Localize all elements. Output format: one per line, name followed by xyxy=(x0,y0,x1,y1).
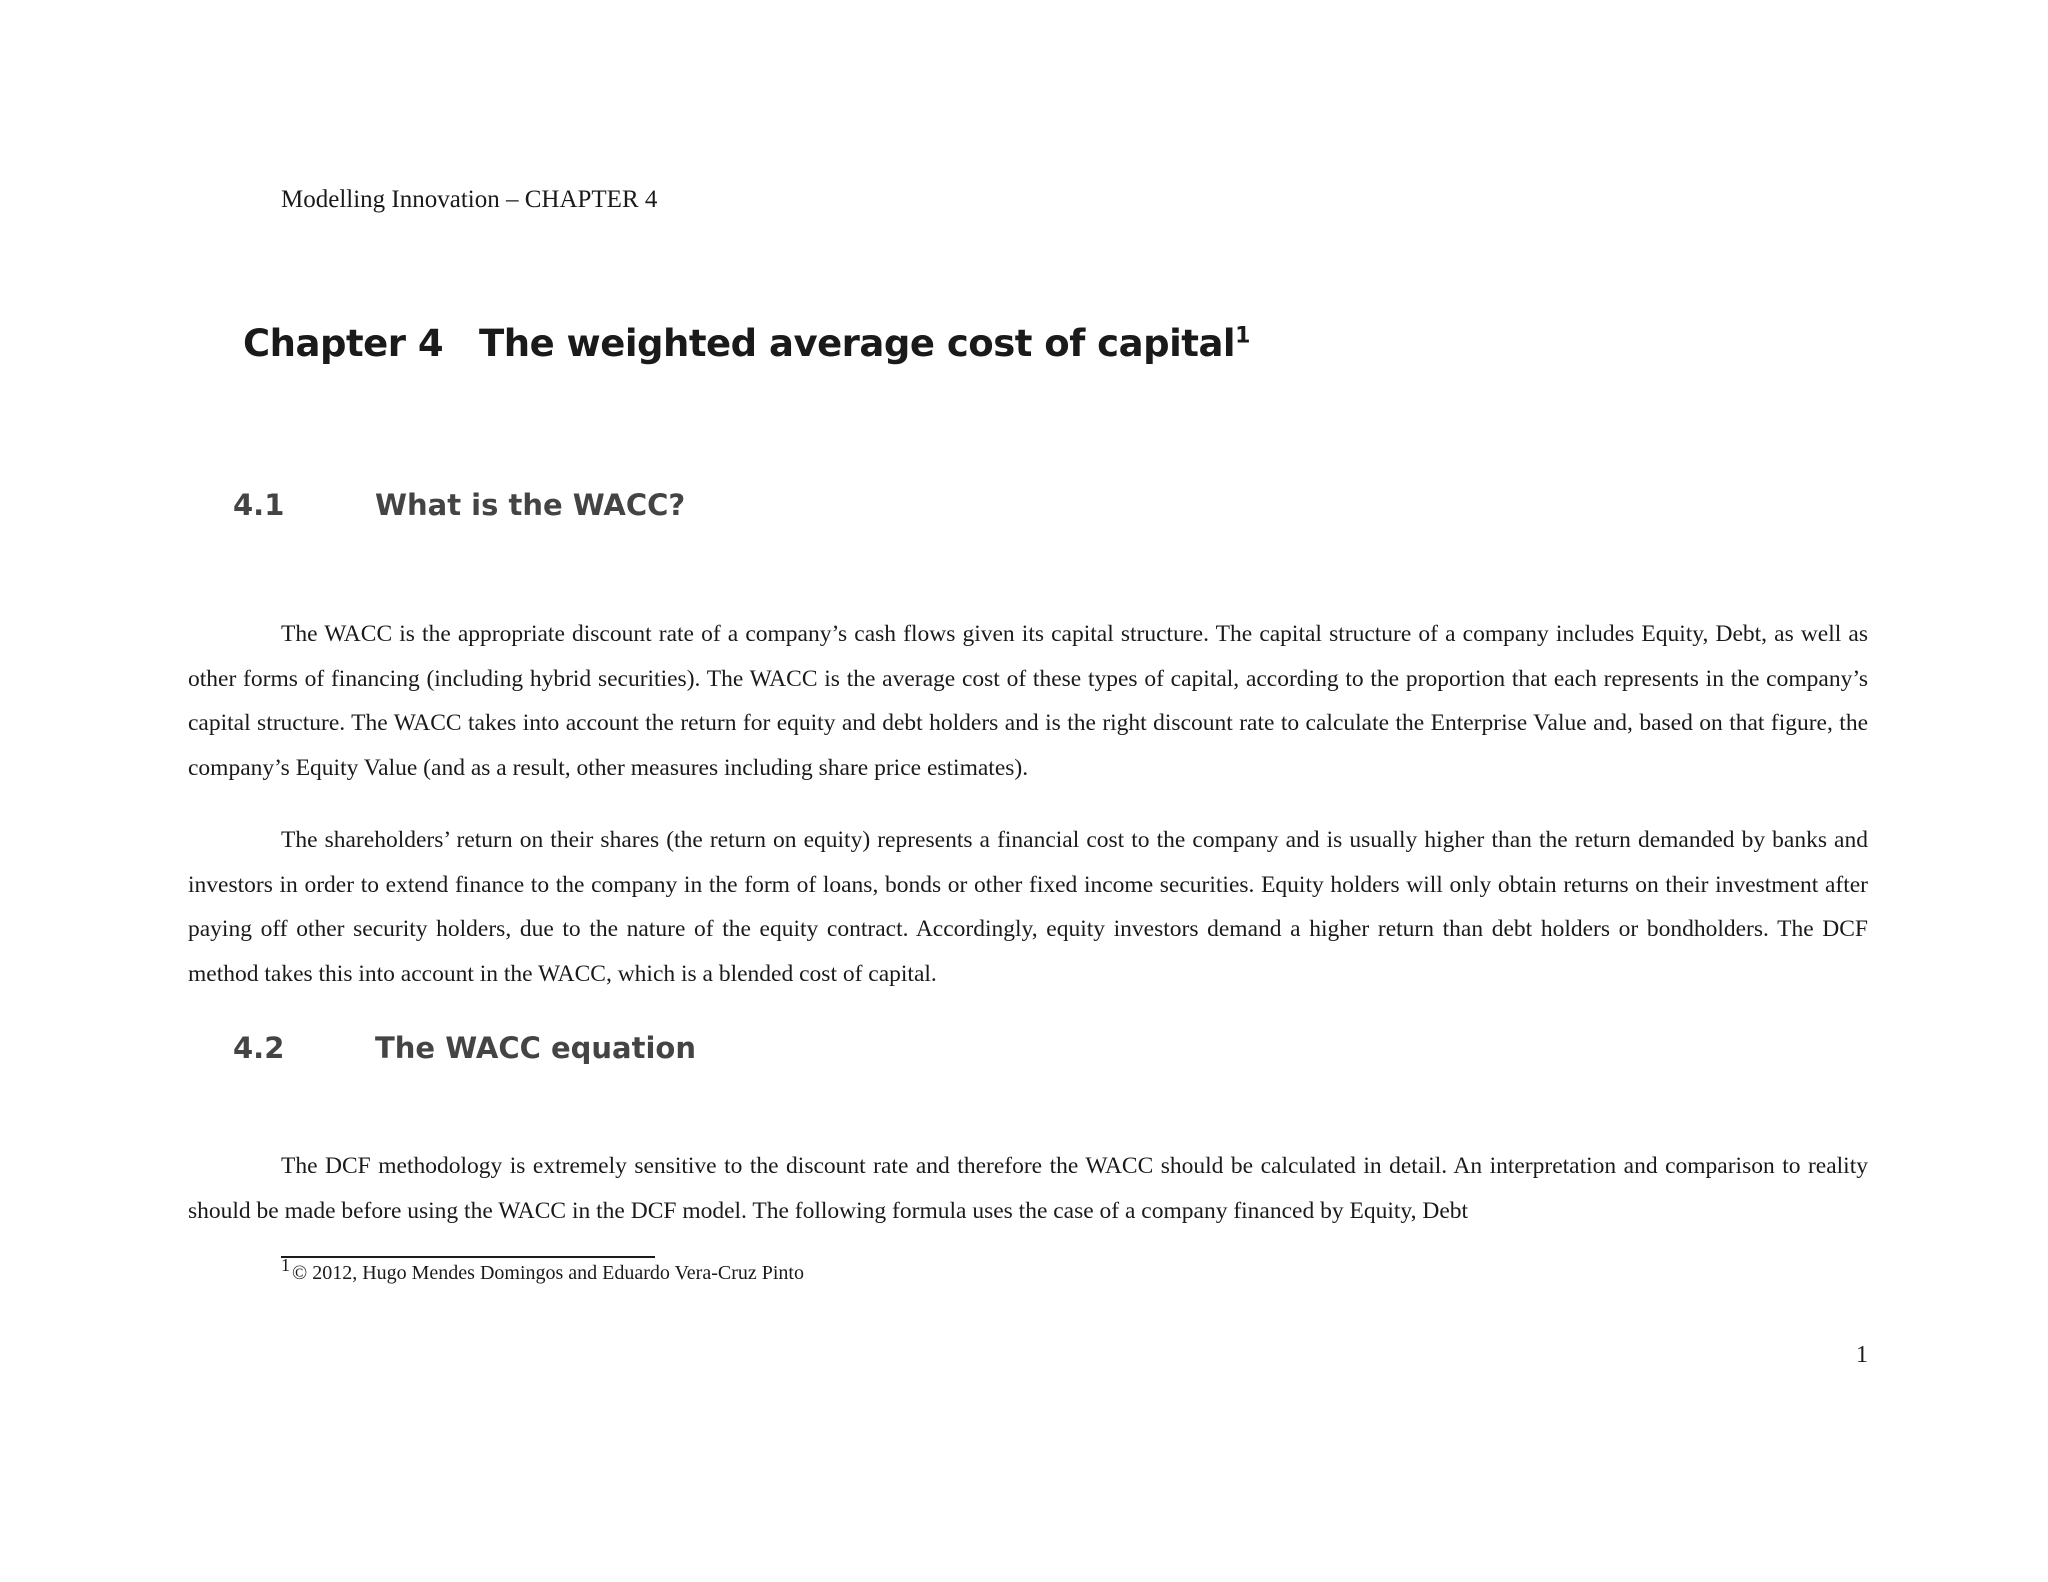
chapter-title xyxy=(243,322,1250,365)
section-heading-4-1 xyxy=(233,488,685,522)
running-header: Modelling Innovation – CHAPTER 4 xyxy=(281,186,658,213)
footnote-text: © 2012, Hugo Mendes Domingos and Eduardo Vera-Cruz Pinto xyxy=(292,1262,804,1284)
footnote-mark: 1 xyxy=(281,1255,290,1275)
section-title: The WACC equation xyxy=(375,1031,696,1065)
chapter-title-text: The weighted average cost of capital xyxy=(479,322,1236,365)
section-number: 4.2 xyxy=(233,1031,285,1065)
chapter-number: Chapter 4 xyxy=(243,322,444,365)
page-number: 1 xyxy=(1856,1342,1868,1368)
section-heading-4-2 xyxy=(233,1031,696,1065)
footnote-separator xyxy=(281,1256,655,1258)
footnote xyxy=(281,1255,804,1285)
section-title: What is the WACC? xyxy=(375,488,686,522)
section-number: 4.1 xyxy=(233,488,285,522)
footnote-reference[interactable]: 1 xyxy=(1235,323,1250,349)
body-paragraph: The DCF methodology is extremely sensitive to the discount rate and therefore the WACC should be calculated in detail. An interpretation and comparison to reality should be made before using the WACC in the DCF model. The following formula uses the case of a company financed by Equity, Debt xyxy=(188,1153,1868,1224)
body-paragraph: The shareholders’ return on their shares (the return on equity) represents a financial cost to the company and is usually higher than the return demanded by banks and investors in order to extend finance to the company in the form of loans, bonds or other fixed income securities. Equity holders will only obtain returns on their investment after paying off other security holders, due to the nature of the equity contract. Accordingly, equity investors demand a higher return than debt holders or bondholders. The DCF method takes this into account in the WACC, which is a blended cost of capital. xyxy=(188,827,1868,987)
body-paragraph: The WACC is the appropriate discount rate of a company’s cash flows given its capital structure. The capital structure of a company includes Equity, Debt, as well as other forms of financing (including hybrid securities). The WACC is the average cost of these types of capital, according to the proportion that each represents in the company’s capital structure. The WACC takes into account the return for equity and debt holders and is the right discount rate to calculate the Enterprise Value and, based on that figure, the company’s Equity Value (and as a result, other measures including share price estimates). xyxy=(188,621,1868,781)
